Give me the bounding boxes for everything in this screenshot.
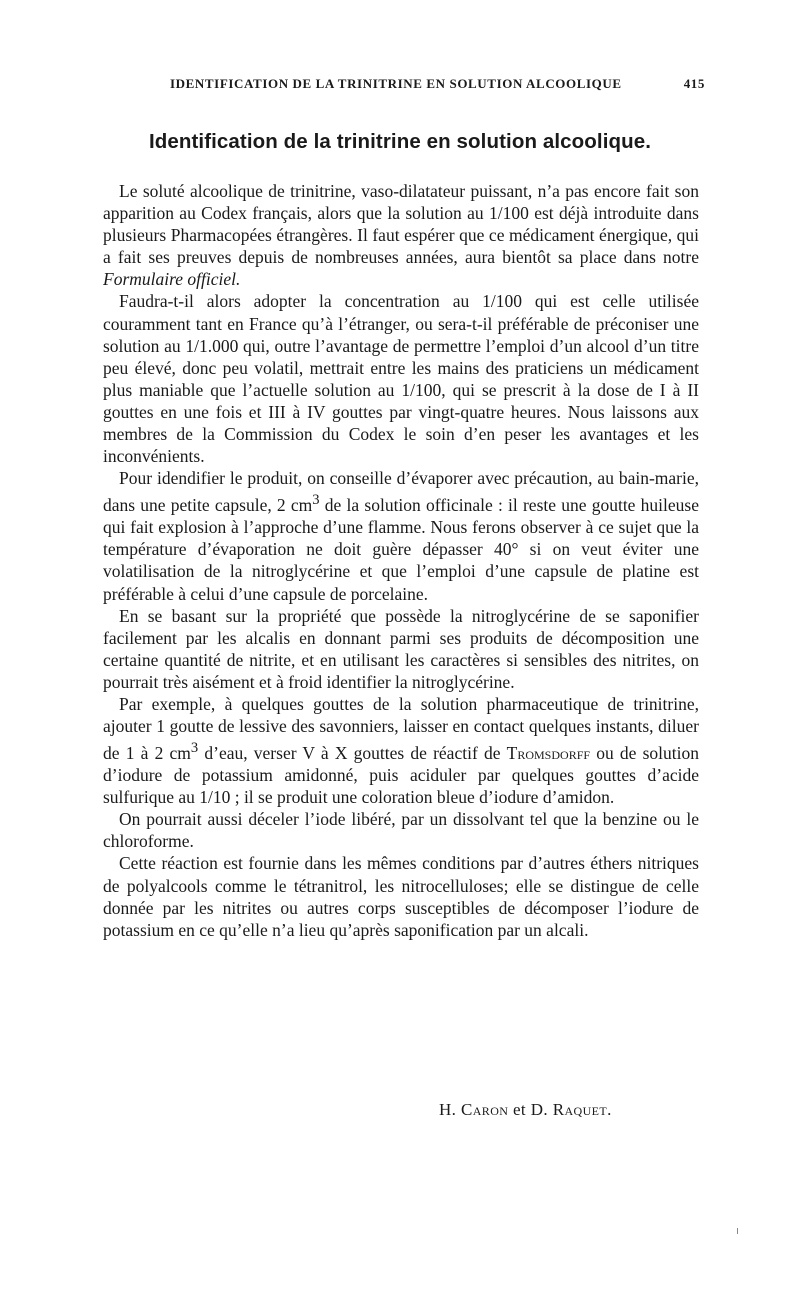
paragraph-5-text-c: ou de solution d’iodure de potassium amidonné, puis aciduler par quelques gouttes d’acide sulfurique au 1/10 ; il se produit une coloration bleue d’iodure d’amidon. [103, 743, 699, 808]
article-body [103, 180, 699, 941]
paragraph-5-text-a: Par exemple, à quelques gouttes de la solution pharmaceutique de trinitrine, ajouter 1 goutte de lessive des savonniers, laisser en contact quelques instants, diluer de 1 à 2 cm [103, 693, 699, 763]
article-title: Identification de la trinitrine en solution alcoolique. [148, 130, 652, 153]
paragraph-5 [103, 693, 699, 808]
paragraph-3 [103, 467, 699, 604]
paragraph-3-text-b: de la solution officinale : il reste une goutte huileuse qui fait explosion à l’approche d’une flamme. Nous ferons observer à ce sujet que la température d’évaporation ne doit guère dépasser 40° si on veut éviter une volatilisation de la nitroglycérine et que l’emploi d’une capsule de platine est préférable à celui d’une capsule de porcelaine. [103, 495, 699, 604]
paragraph-3-text-a: Pour idendifier le produit, on conseille d’évaporer avec précaution, au bain-marie, dans une petite capsule, 2 cm [103, 468, 699, 516]
cubic-superscript: 3 [312, 492, 320, 509]
paragraph-1 [103, 180, 699, 290]
paragraph-6: On pourrait aussi déceler l’iode libéré, par un dissolvant tel que la benzine ou le chloroforme. [103, 809, 699, 852]
author-1-initial: H. [439, 1100, 457, 1119]
author-1-name: Caron [460, 1100, 509, 1119]
paragraph-1-text: Le soluté alcoolique de trinitrine, vaso-dilatateur puissant, n’a pas encore fait son apparition au Codex français, alors que la solution au 1/100 est déjà introduite dans plusieurs Pharmacopées étrangères. Il faut espérer que ce médicament énergique, qui a fait ses preuves depuis de nombreuses années, aura bientôt sa place dans notre [103, 181, 699, 268]
signature-conjunction: et [512, 1100, 527, 1119]
author-signature [439, 1100, 612, 1120]
cubic-superscript: 3 [190, 740, 199, 757]
page-number: 415 [683, 76, 705, 91]
formulaire-officiel-italic: Formulaire officiel. [103, 269, 241, 290]
tromsdorff-name: Tromsdorff [506, 743, 591, 763]
author-2-initial: D. [530, 1100, 549, 1119]
paragraph-7: Cette réaction est fournie dans les mêmes conditions par d’autres éthers nitriques de polyalcools comme le tétranitrol, les nitrocelluloses; elle se distingue de celle donnée par les nitrites ou autres corps susceptibles de décomposer l’iodure de potassium en ce qu’elle n’a lieu qu’après saponification par un alcali. [103, 853, 699, 940]
paragraph-4: En se basant sur la propriété que possède la nitroglycérine de se saponifier facilement par les alcalis en donnant parmi ses produits de décomposition une certaine quantité de nitrite, et en utilisant les caractères si sensibles des nitrites, on pourrait très aisément et à froid identifier la nitroglycérine. [103, 605, 699, 692]
running-title: IDENTIFICATION DE LA TRINITRINE EN SOLUTION ALCOOLIQUE [170, 76, 622, 91]
paragraph-5-text-b: d’eau, verser V à X gouttes de réactif de [198, 743, 507, 763]
author-2-name: Raquet. [552, 1100, 612, 1119]
margin-mark [737, 1228, 738, 1234]
paragraph-2: Faudra-t-il alors adopter la concentration au 1/100 qui est celle utilisée couramment tant en France qu’à l’étranger, ou sera-t-il préférable de préconiser une solution au 1/1.000 qui, outre l’avantage de permettre l’emploi d’un alcool d’un titre peu élevé, donc peu volatil, mettrait entre les mains des praticiens un médicament plus maniable que l’actuelle solution au 1/100, qui se prescrit à la dose de I à II gouttes en une fois et III à IV gouttes par vingt-quatre heures. Nous laissons aux membres de la Commission du Codex le soin d’en peser les avantages et les inconvénients. [103, 291, 699, 467]
